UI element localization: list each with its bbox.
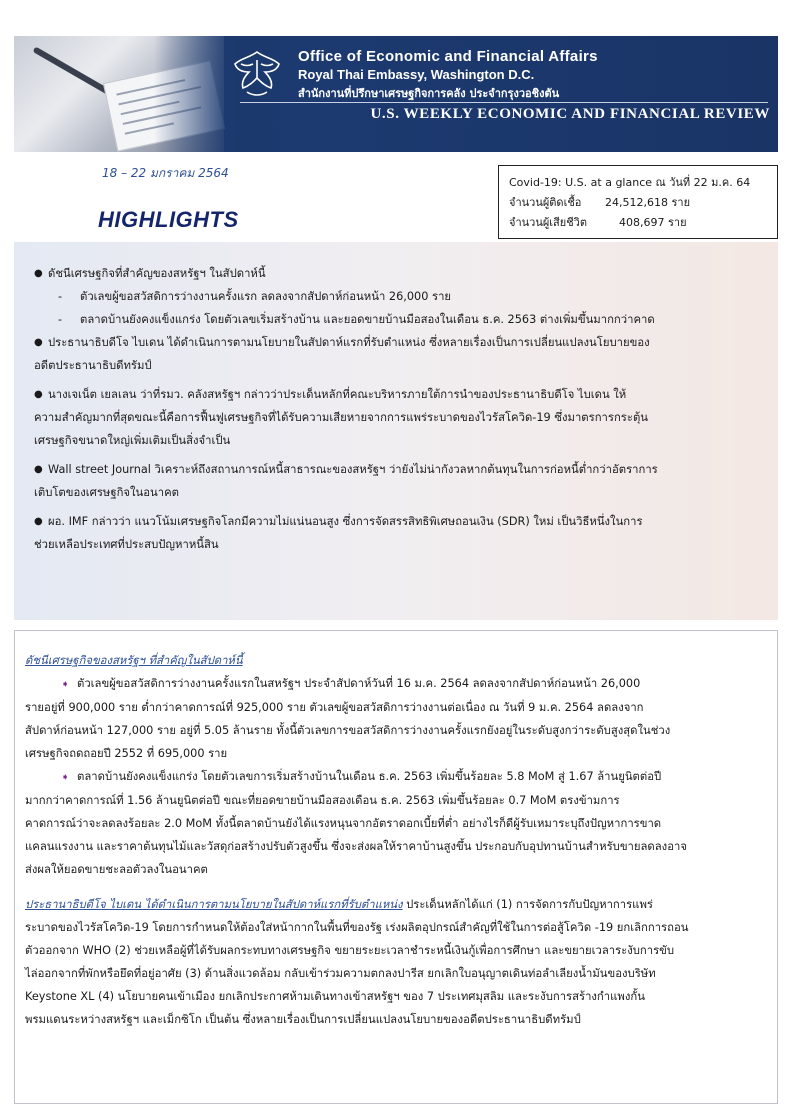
report-date: 18 – 22 มกราคม 2564	[102, 166, 229, 180]
paragraph-line: แคลนแรงงาน และราคาต้นทุนไม้และวัสดุก่อสร้างปรับตัวสูงขึ้น ซึ่งจะส่งผลให้ราคาบ้านสูงขึ้น ประกอบกับอุปทานบ้านสำหรับขายลดลงอาจ	[25, 840, 687, 853]
paragraph-line: ➧ ตลาดบ้านยังคงแข็งแกร่ง โดยตัวเลขการเริ่มสร้างบ้านในเดือน ธ.ค. 2563 เพิ่มขึ้นร้อยละ 5.8 MoM สู่ 1.67 ล้านยูนิตต่อปี	[25, 765, 767, 789]
covid-title: Covid-19: U.S. at a glance ณ วันที่ 22 ม.ค. 64	[509, 176, 751, 189]
paragraph-line: เศรษฐกิจถดถอยปี 2552 ที่ 695,000 ราย	[25, 747, 228, 760]
covid-deaths-row	[509, 213, 767, 233]
section-title: ประธานาธิบดีโจ ไบเดน ได้ดำเนินการตามนโยบายในสัปดาห์แรกที่รับตำแหน่ง	[25, 898, 403, 911]
paragraph-line: ตัวออกจาก WHO (2) ช่วยเหลือผู้ที่ได้รับผลกระทบทางเศรษฐกิจ ขยายระยะเวลาชำระหนี้เงินกู้เพื่อการศึกษา และขยายเวลาระงับการขับ	[25, 944, 675, 957]
covid-cases-value: 24,512,618 ราย	[605, 196, 691, 209]
covid-cases-row	[509, 193, 767, 213]
paragraph-line: ➧ ตัวเลขผู้ขอสวัสดิการว่างงานครั้งแรกในสหรัฐฯ ประจำสัปดาห์วันที่ 16 ม.ค. 2564 ลดลงจากสัปดาห์ก่อนหน้า 26,000	[25, 672, 767, 696]
paragraph-line: ประธานาธิบดีโจ ไบเดน ได้ดำเนินการตามนโยบายในสัปดาห์แรกที่รับตำแหน่ง ประเด็นหลักได้แก่ (1) การจัดการกับปัญหาการแพร่	[25, 898, 653, 911]
banner-divider	[240, 102, 768, 103]
covid-summary-box	[498, 165, 778, 239]
embassy-title-en: Royal Thai Embassy, Washington D.C.	[298, 67, 535, 82]
office-title-en: Office of Economic and Financial Affairs	[298, 48, 598, 65]
review-title: U.S. WEEKLY ECONOMIC AND FINANCIAL REVIEW	[370, 106, 770, 122]
paragraph-line: พรมแดนระหว่างสหรัฐฯ และเม็กซิโก เป็นต้น ซึ่งหลายเรื่องเป็นการเปลี่ยนแปลงนโยบายของอดีตประธานาธิบดีทรัมป์	[25, 1013, 581, 1026]
highlight-bullet: ● ดัชนีเศรษฐกิจที่สำคัญของสหรัฐฯ ในสัปดาห์นี้	[28, 262, 764, 285]
header-banner	[14, 36, 778, 152]
arrow-bullet-icon: ➧	[61, 772, 70, 783]
highlight-bullet: ● นางเจเน็ต เยลเลน ว่าที่รมว. คลังสหรัฐฯ กล่าวว่าประเด็นหลักที่คณะบริหารภายใต้การนำของประธานาธิบดีโจ ไบเดน ให้	[28, 383, 764, 406]
highlight-bullet: ● ผอ. IMF กล่าวว่า แนวโน้มเศรษฐกิจโลกมีความไม่แน่นอนสูง ซึ่งการจัดสรรสิทธิพิเศษถอนเงิน (SDR) ใหม่ เป็นวิธีหนึ่งในการ	[28, 510, 764, 533]
highlights-title: HIGHLIGHTS	[98, 207, 239, 232]
highlight-continuation: อดีตประธานาธิบดีทรัมป์	[34, 359, 152, 372]
paragraph-line: ระบาดของไวรัสโควิด-19 โดยการกำหนดให้ต้องใส่หน้ากากในพื้นที่ของรัฐ เร่งผลิตอุปกรณ์สำคัญที่ใช้ในการต่อสู้โควิด -19 ยกเลิกการถอน	[25, 921, 689, 934]
paragraph-line: ไล่ออกจากที่พักหรือยึดที่อยู่อาศัย (3) ด้านสิ่งแวดล้อม กลับเข้าร่วมความตกลงปารีส ยกเลิกใบอนุญาตเดินท่อลำเลียงน้ำมันของบริษัท	[25, 967, 656, 980]
highlight-bullet: ● ประธานาธิบดีโจ ไบเดน ได้ดำเนินการตามนโยบายในสัปดาห์แรกที่รับตำแหน่ง ซึ่งหลายเรื่องเป็นการเปลี่ยนแปลงนโยบายของ	[28, 331, 764, 354]
pen-graphic	[33, 46, 114, 96]
office-title-th: สำนักงานที่ปรึกษาเศรษฐกิจการคลัง ประจำกรุงวอชิงตัน	[298, 87, 560, 100]
arrow-bullet-icon: ➧	[61, 679, 70, 690]
paragraph-line: มากกว่าคาดการณ์ที่ 1.56 ล้านยูนิตต่อปี ขณะที่ยอดขายบ้านมือสองเดือน ธ.ค. 2563 เพิ่มขึ้นร้อยละ 0.7 MoM ตรงข้ามการ	[25, 794, 620, 807]
highlight-sub-item: - ตัวเลขผู้ขอสวัสดิการว่างงานครั้งแรก ลดลงจากสัปดาห์ก่อนหน้า 26,000 ราย	[28, 285, 764, 308]
covid-deaths-value: 408,697 ราย	[619, 216, 687, 229]
covid-deaths-label: จำนวนผู้เสียชีวิต	[509, 216, 587, 229]
highlight-continuation: ความสำคัญมากที่สุดขณะนี้คือการฟื้นฟูเศรษฐกิจที่ได้รับความเสียหายจากการแพร่ระบาดของไวรัสโควิด-19 ซึ่งมาตรการกระตุ้น	[34, 411, 648, 424]
paragraph-line: ส่งผลให้ยอดขายชะลอตัวลงในอนาคต	[25, 863, 208, 876]
paragraph-line: คาดการณ์ว่าจะลดลงร้อยละ 2.0 MoM ทั้งนี้ตลาดบ้านยังได้แรงหนุนจากอัตราดอกเบี้ยที่ต่ำ อย่างไรก็ดีผู้รับเหมาระบุถึงปัญหาการขาด	[25, 817, 662, 830]
section-title: ดัชนีเศรษฐกิจของสหรัฐฯ ที่สำคัญในสัปดาห์นี้	[25, 654, 243, 667]
highlights-box	[14, 242, 778, 620]
paragraph-line: Keystone XL (4) นโยบายคนเข้าเมือง ยกเลิกประกาศห้ามเดินทางเข้าสหรัฐฯ ของ 7 ประเทศมุสลิม และระงับการสร้างกำแพงกั้น	[25, 990, 645, 1003]
paragraph-line: สัปดาห์ก่อนหน้า 127,000 ราย อยู่ที่ 5.05 ล้านราย ทั้งนี้ตัวเลขการขอสวัสดิการว่างงานครั้งแรกยังอยู่ในระดับสูงกว่าระดับสูงสุดในช่วง	[25, 724, 671, 737]
detail-section	[14, 630, 778, 1104]
highlight-bullet: ● Wall street Journal วิเคราะห์ถึงสถานการณ์หนี้สาธารณะของสหรัฐฯ ว่ายังไม่น่ากังวลหากต้นทุนในการก่อหนี้ต่ำกว่าอัตราการ	[28, 458, 764, 481]
paragraph-line: รายอยู่ที่ 900,000 ราย ต่ำกว่าคาดการณ์ที่ 925,000 ราย ตัวเลขผู้ขอสวัสดิการว่างงานต่อเนื่อง ณ วันที่ 9 ม.ค. 2564 ลดลงจาก	[25, 701, 644, 714]
highlight-continuation: เติบโตของเศรษฐกิจในอนาคต	[34, 486, 180, 499]
highlight-continuation: เศรษฐกิจขนาดใหญ่เพิ่มเติมเป็นสิ่งจำเป็น	[34, 434, 231, 447]
embassy-seal-icon	[227, 48, 287, 100]
highlight-continuation: ช่วยเหลือประเทศที่ประสบปัญหาหนี้สิน	[34, 538, 219, 551]
highlight-sub-item: - ตลาดบ้านยังคงแข็งแกร่ง โดยตัวเลขเริ่มสร้างบ้าน และยอดขายบ้านมือสองในเดือน ธ.ค. 2563 ต่างเพิ่มขึ้นมากกว่าคาด	[28, 308, 764, 331]
covid-cases-label: จำนวนผู้ติดเชื้อ	[509, 196, 582, 209]
